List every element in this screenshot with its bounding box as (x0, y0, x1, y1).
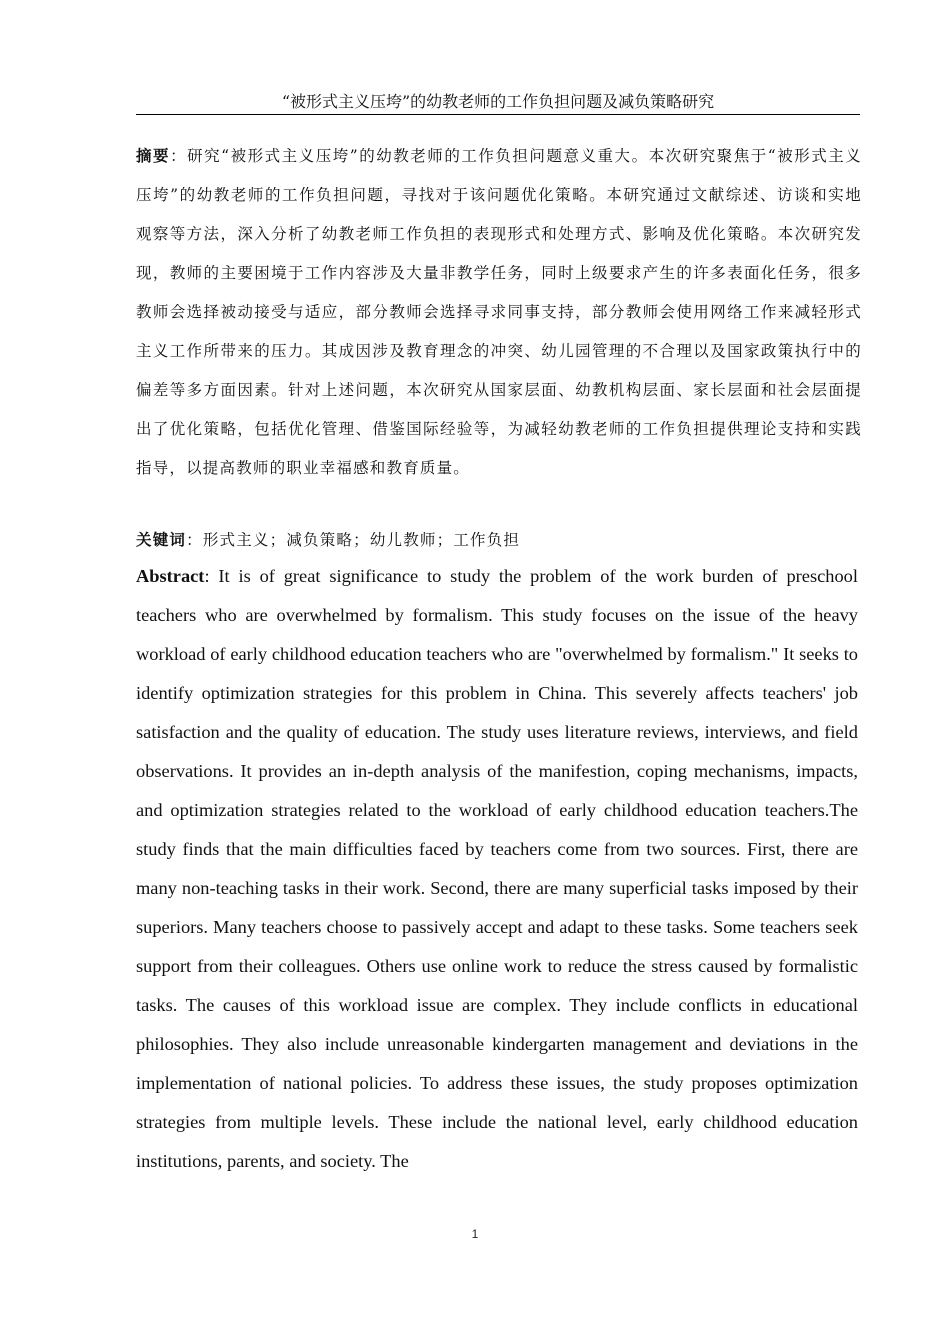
english-abstract-separator: : (204, 566, 219, 586)
english-abstract (136, 557, 858, 1181)
chinese-abstract-separator: ： (170, 147, 188, 165)
chinese-abstract-label: 摘要 (136, 146, 171, 165)
running-header-title: “被形式主义压垮”的幼教老师的工作负担问题及减负策略研究 (136, 91, 860, 115)
english-abstract-label: Abstract (136, 566, 205, 586)
keywords-label: 关键词 (136, 530, 187, 549)
chinese-abstract-text: 研究“被形式主义压垮”的幼教老师的工作负担问题意义重大。本次研究聚焦于“被形式主义压垮”的幼教老师的工作负担问题，寻找对于该问题优化策略。本研究通过文献综述、访谈和实地观察等方法，深入分析了幼教老师工作负担的表现形式和处理方式、影响及优化策略。本次研究发现，教师的主要困境于工作内容涉及大量非教学任务，同时上级要求产生的许多表面化任务，很多教师会选择被动接受与适应，部分教师会选择寻求同事支持，部分教师会使用网络工作来减轻形式主义工作所带来的压力。其成因涉及教育理念的冲突、幼儿园管理的不合理以及国家政策执行中的偏差等多方面因素。针对上述问题，本次研究从国家层面、幼教机构层面、家长层面和社会层面提出了优化策略，包括优化管理、借鉴国际经验等，为减轻幼教老师的工作负担提供理论支持和实践指导，以提高教师的职业幸福感和教育质量。 (136, 147, 863, 477)
chinese-keywords (136, 525, 862, 555)
chinese-abstract (136, 136, 862, 488)
keywords-text: 形式主义；减负策略；幼儿教师；工作负担 (202, 531, 521, 549)
page-number: 1 (471, 1227, 479, 1241)
english-abstract-text: It is of great significance to study the problem of the work burden of preschool teachers who are overwhelmed by formalism. This study focuses on the issue of the heavy workload of early childhood education teachers who are "overwhelmed by formalism." It seeks to identify optimization strategies for this problem in China. This severely affects teachers' job satisfaction and the quality of education. The study uses literature reviews, interviews, and field observations. It provides an in-depth analysis of the manifestion, coping mechanisms, impacts, and optimization strategies related to the workload of early childhood education teachers.The study finds that the main difficulties faced by teachers come from two sources. First, there are many non-teaching tasks in their work. Second, there are many superficial tasks imposed by their superiors. Many teachers choose to passively accept and adapt to these tasks. Some teachers seek support from their colleagues. Others use online work to reduce the stress caused by formalistic tasks. The causes of this workload issue are complex. They include conflicts in educational philosophies. They also include unreasonable kindergarten management and deviations in the implementation of national policies. To address these issues, the study proposes optimization strategies from multiple levels. These include the national level, early childhood education institutions, parents, and society. The (136, 566, 858, 1171)
keywords-separator: ： (186, 531, 203, 549)
